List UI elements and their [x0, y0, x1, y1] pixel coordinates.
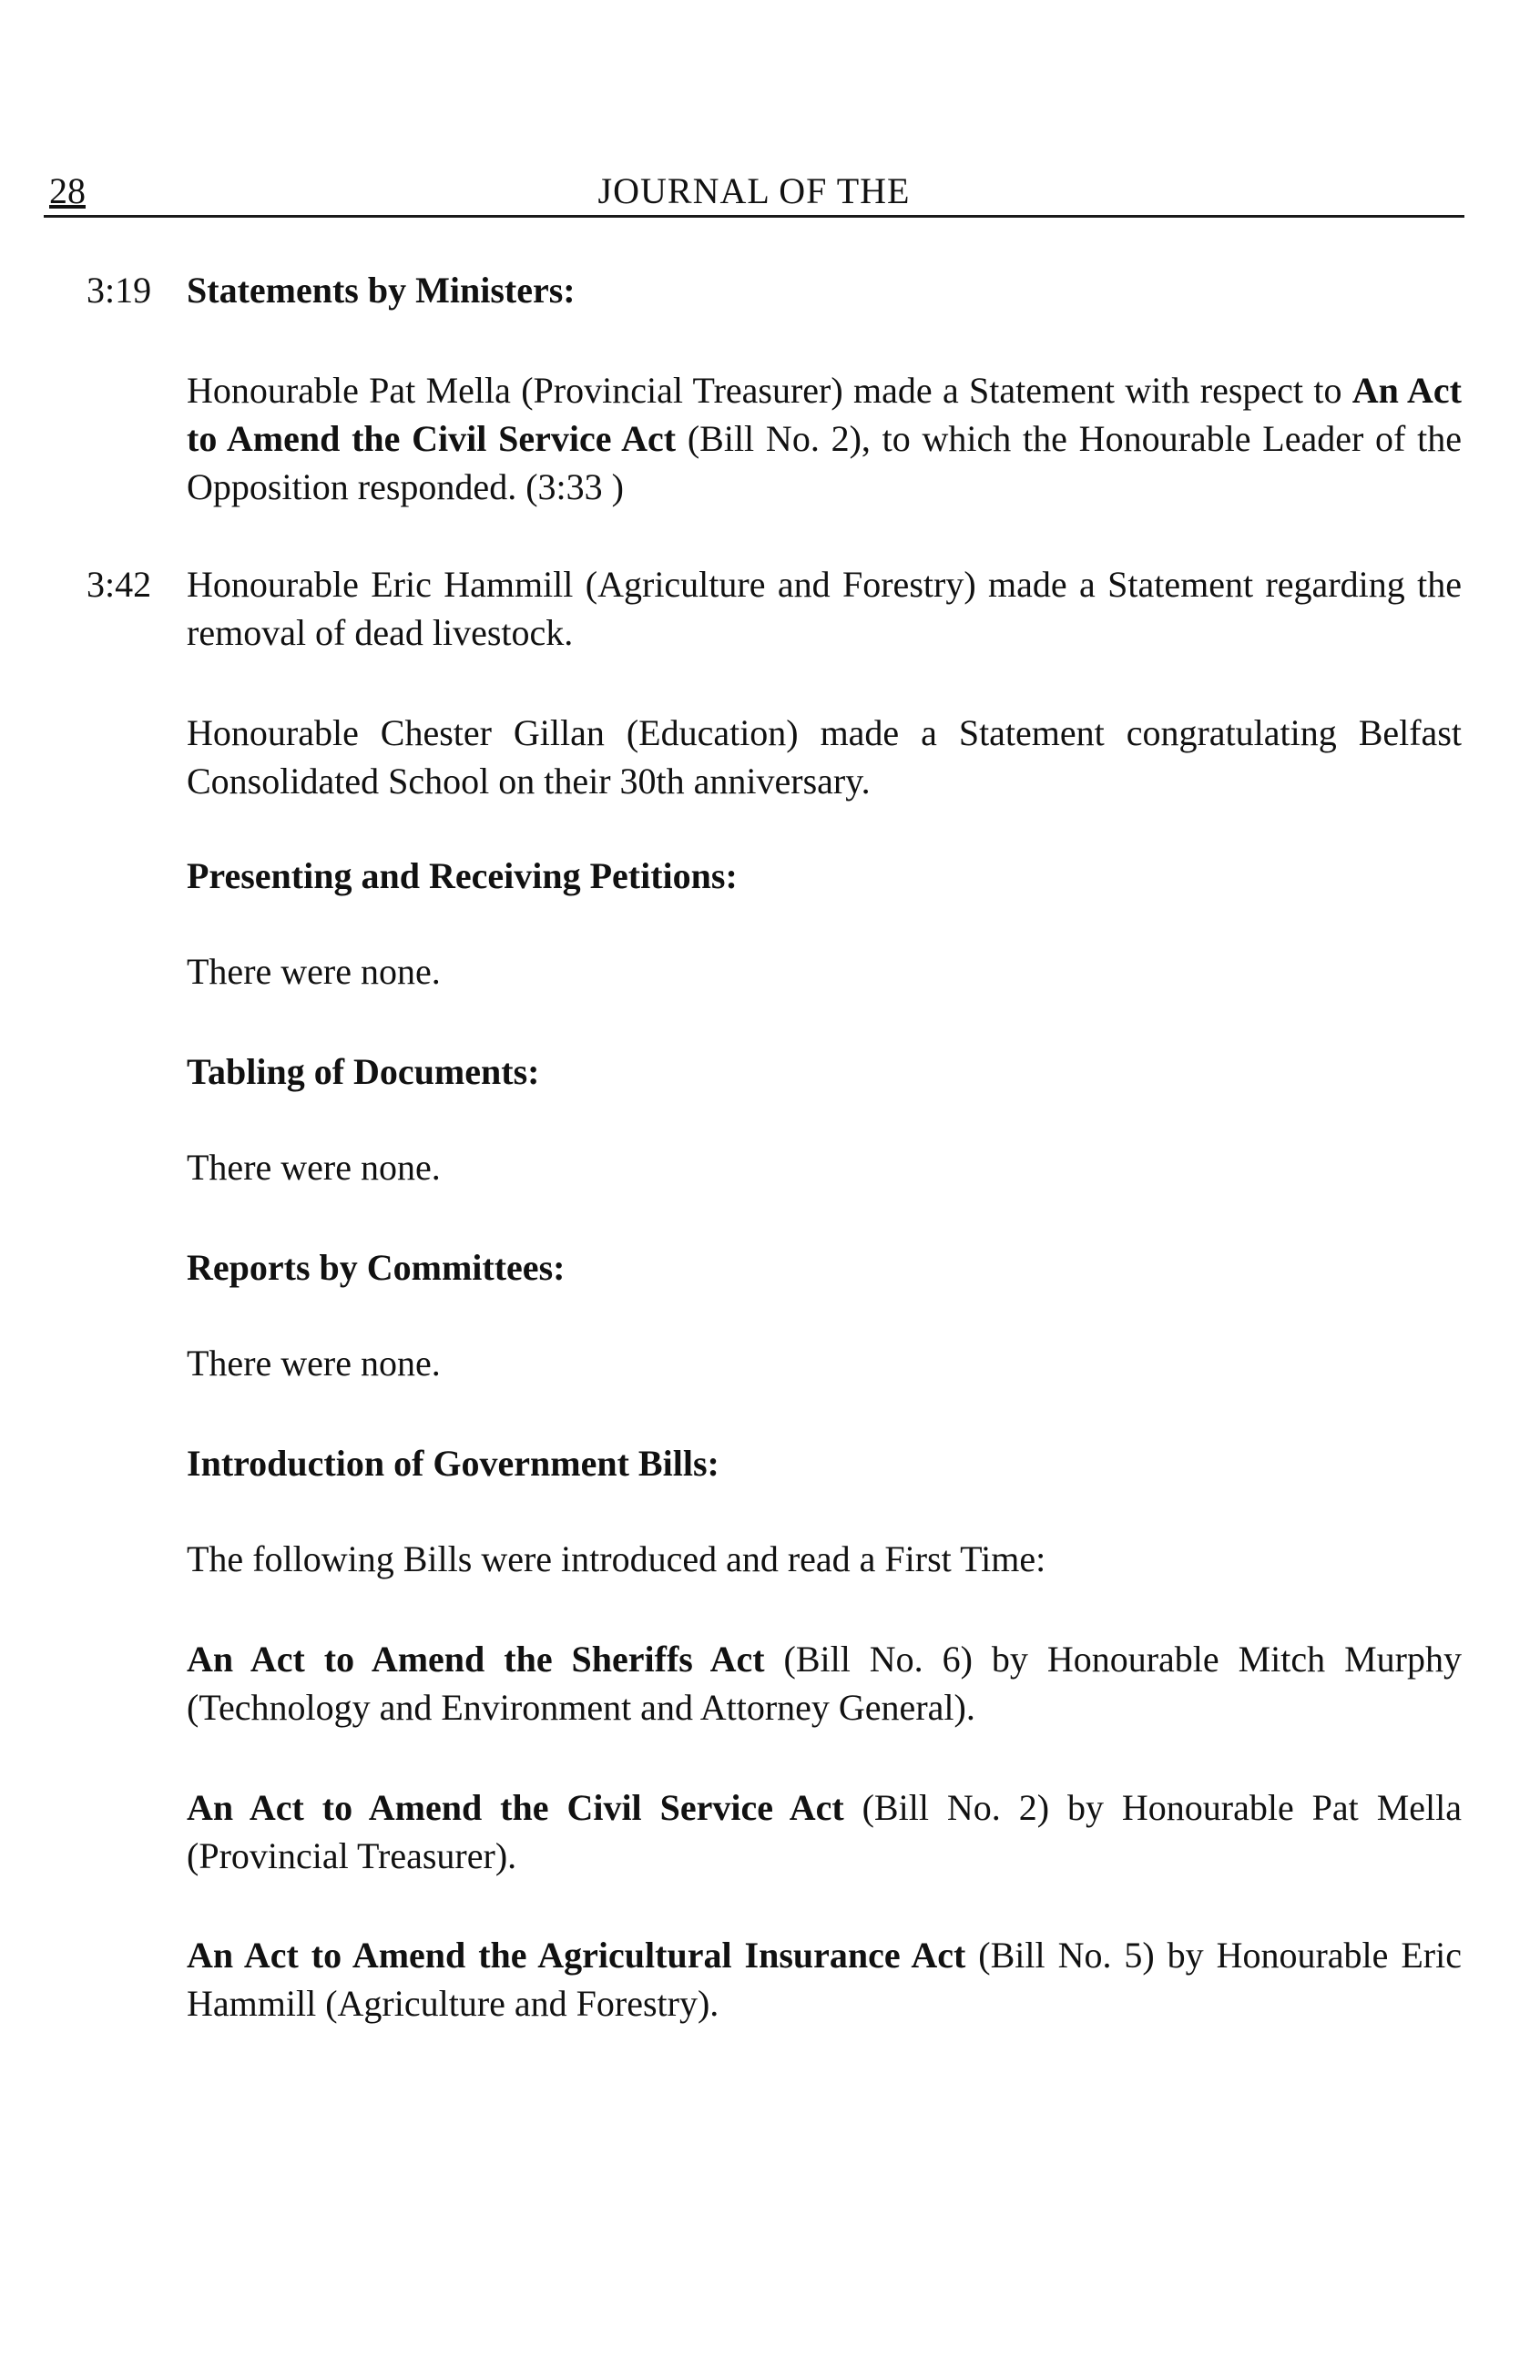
section-heading-petitions: Presenting and Receiving Petitions:	[187, 855, 738, 896]
bill-details: (Bill No. 6) by Honourable Mitch Murphy (Technology and Environment and Attorney General).	[187, 1639, 1462, 1728]
section-heading-ministers: Statements by Ministers:	[187, 270, 576, 311]
paragraph-gillan-statement: Honourable Chester Gillan (Education) made a Statement congratulating Belfast Consolidated School on their 30th anniversary.	[187, 712, 1462, 802]
section-heading-committees: Reports by Committees:	[187, 1247, 566, 1288]
text-segment: Honourable Pat Mella (Provincial Treasurer) made a Statement with respect to	[187, 370, 1352, 411]
time-stamp: 3:19	[87, 270, 152, 311]
documents-text: There were none.	[187, 1147, 441, 1188]
paragraph-mella-statement	[187, 366, 1462, 511]
time-stamp: 3:42	[87, 564, 152, 605]
page-number: 28	[49, 170, 86, 211]
bill-entry	[187, 1635, 1462, 1731]
bill-entry	[187, 1783, 1462, 1880]
bill-title: An Act to Amend the Civil Service Act	[187, 1787, 844, 1828]
bill-details: (Bill No. 5) by Honourable Eric Hammill (Agriculture and Forestry).	[187, 1935, 1462, 2024]
bill-title: An Act to Amend the Agricultural Insurance Act	[187, 1935, 966, 1976]
text-segment: (Bill No. 2), to which the Honourable Leader of the Opposition responded. (3:33 )	[187, 418, 1462, 507]
petitions-text: There were none.	[187, 951, 441, 992]
section-heading-documents: Tabling of Documents:	[187, 1051, 540, 1092]
bill-entry	[187, 1931, 1462, 2028]
bill-title: An Act to Amend the Civil Service Act	[187, 370, 1462, 459]
section-heading-bills: Introduction of Government Bills:	[187, 1443, 719, 1484]
committees-text: There were none.	[187, 1343, 441, 1384]
paragraph-hammill-statement: Honourable Eric Hammill (Agriculture and Forestry) made a Statement regarding the removal of dead livestock.	[187, 564, 1462, 653]
bill-title: An Act to Amend the Sheriffs Act	[187, 1639, 765, 1680]
page-header	[44, 164, 1464, 218]
journal-title: JOURNAL OF THE	[597, 170, 911, 211]
bill-details: (Bill No. 2) by Honourable Pat Mella (Provincial Treasurer).	[187, 1787, 1462, 1876]
bills-intro: The following Bills were introduced and read a First Time:	[187, 1538, 1046, 1579]
